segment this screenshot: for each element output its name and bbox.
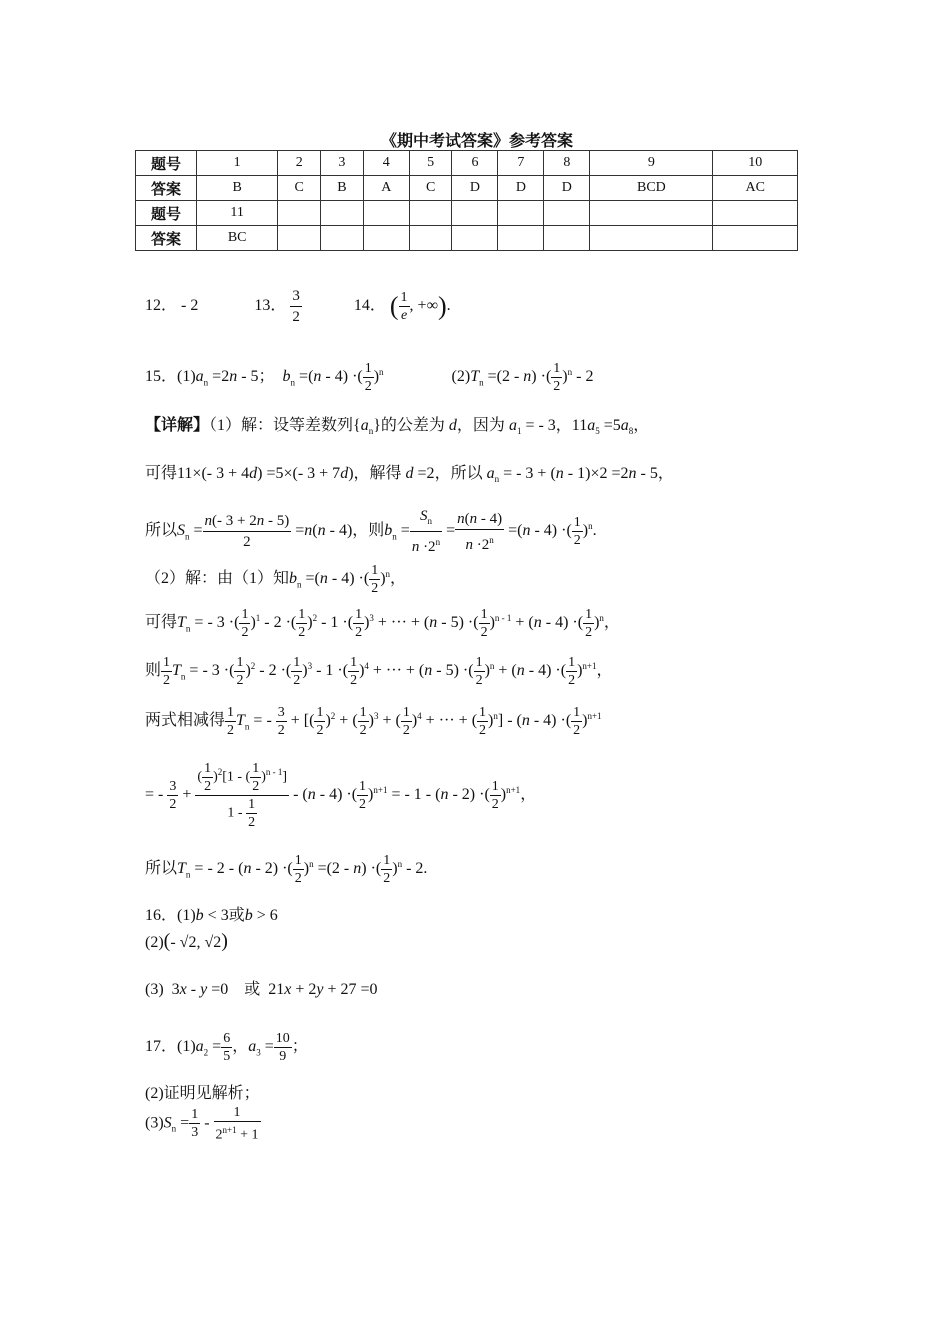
table-cell: C [278,176,321,201]
table-cell: 2 [278,151,321,176]
table-cell: 7 [498,151,544,176]
table-cell: D [544,176,590,201]
table-cell: 10 [713,151,798,176]
table-cell [498,201,544,226]
answer-15: 15．$(1)a_n =2n - 5$； $b_n =(n - 4)$ ·( $\frac{1}{2}$ )$^n$ $(2)T_n =(2 - n)$ ·( $\frac{1}{2}$ )$^n$ - 2 [145,361,594,394]
row-header: 题号 [136,201,197,226]
table-row [136,176,798,201]
table-cell: BC [197,226,278,251]
table-cell [409,226,452,251]
answer-16-1: 16．(1)b < 3或b > 6 [145,907,278,924]
table-cell: B [197,176,278,201]
table-cell: B [321,176,364,201]
detail-line-9: 所以$T_n$ = - 2 - (n - 2) ·( $\frac{1}{2}$ )$^n$ =(2 - n) ·( $\frac{1}{2}$ )$^n$ - 2. [145,853,428,886]
table-cell: D [498,176,544,201]
q12-answer: - 2 [181,297,199,315]
table-cell: AC [713,176,798,201]
q14-interval: ( [389,291,399,321]
answer-12-14: 12． - 2 13． $\frac{3}{2}$ 14． ( $\frac{1}{e}$ , +∞). [145,288,451,325]
answer-17-2: (2)证明见解析； [145,1085,260,1102]
detail-line-8: = - $\frac{3}{2}$ + ( $\frac{1}{2}$ )$^2$[1 - ( $\frac{1}{2}$ )$^{n - 1}$] 1 - $\frac{1}{2}$ - (n - 4) ·( $\frac{1}{2}$ )$^{n+1}$ = - 1 - (n - 2) ·( $\frac{1}{2}$ )$^{n+1}$， [145,761,537,830]
row-header: 答案 [136,226,197,251]
table-cell [498,226,544,251]
table-row [136,226,798,251]
table-cell: 8 [544,151,590,176]
table-row [136,201,798,226]
table-row [136,151,798,176]
table-cell [590,201,713,226]
table-cell [452,226,498,251]
table-cell [278,226,321,251]
detail-line-2: 可得11×(- 3 + 4d) =5×(- 3 + 7d)，解得 d =2，所以 $a_n$ = - 3 + (n - 1)×2 =2n - 5， [145,465,674,485]
q13-fraction: $\frac{3}{2}$ [292,288,300,325]
table-cell [713,226,798,251]
detail-line-5: 可得$T_n$ = - 3 ·( $\frac{1}{2}$ )$^1$ - 2 ·( $\frac{1}{2}$ )$^2$ - 1 ·( $\frac{1}{2}$ )$^3$ + ··· + (n - 5) ·( $\frac{1}{2}$ )$^{n - 1}$ + (n - 4) ·( $\frac{1}{2}$ )$^n$， [145,607,620,640]
table-cell: 9 [590,151,713,176]
table-cell [590,226,713,251]
answer-16-2: (2)(- √2, √2) [145,930,228,952]
answer-17-3: $(3)S_n$ = $\frac{1}{3}$ - $\frac{1}{2^{n+1} + 1}$ [145,1105,259,1143]
table-cell: 5 [409,151,452,176]
detail-line-7: 两式相减得 $\frac{1}{2}$ $T_n$ = - $\frac{3}{2}$ + [( $\frac{1}{2}$ )$^2$ + ( $\frac{1}{2}$ )$^3$ + ( $\frac{1}{2}$ )$^4$ + ··· + ( $\frac{1}{2}$ )$^n$] - (n - 4) ·( $\frac{1}{2}$ )$^{n+1}$ [145,705,602,738]
table-cell: 11 [197,201,278,226]
table-cell [278,201,321,226]
table-cell [452,201,498,226]
detail-line-1: 【详解】（1）解：设等差数列$\{a_n\}$的公差为 d，因为 $a_1$ = - 3，$11a_5 =5a_8$， [145,417,650,437]
row-header: 题号 [136,151,197,176]
row-header: 答案 [136,176,197,201]
q14-label: 14． [353,297,386,315]
table-cell [321,226,364,251]
page-title: 《期中考试答案》参考答案 [381,133,574,150]
table-cell [363,201,409,226]
table-cell: 3 [321,151,364,176]
table-cell [713,201,798,226]
answer-table [135,150,798,251]
table-cell: A [363,176,409,201]
table-cell [544,201,590,226]
table-cell: BCD [590,176,713,201]
table-cell [409,201,452,226]
detail-line-4: （2）解：由（1）知$b_n =(n - 4)$ ·( $\frac{1}{2}$ )$^n$， [145,563,407,596]
table-cell: 1 [197,151,278,176]
table-cell: 4 [363,151,409,176]
detail-line-3: 所以$S_n$ = $\frac{n(- 3 + 2n - 5)}{2}$ =n(n - 4)，则$b_n$ = $\frac{S_n}{n \cdot 2^n}$ = $\frac{n(n - 4)}{n \cdot 2^n}$ =(n - 4) ·( $\frac{1}{2}$ )$^n$. [145,508,597,555]
table-cell: D [452,176,498,201]
detail-line-6: 则 $\frac{1}{2}$ $T_n$ = - 3 ·( $\frac{1}{2}$ )$^2$ - 2 ·( $\frac{1}{2}$ )$^3$ - 1 ·( $\frac{1}{2}$ )$^4$ + ··· + (n - 5) ·( $\frac{1}{2}$ )$^n$ + (n - 4) ·( $\frac{1}{2}$ )$^{n+1}$， [145,655,613,688]
table-cell [363,226,409,251]
q13-label: 13． [254,297,287,315]
table-cell [544,226,590,251]
answer-17-1: 17．$(1)a_2$ = $\frac{6}{5}$ ，$a_3$ = $\frac{10}{9}$ ； [145,1031,308,1064]
table-cell: 6 [452,151,498,176]
answer-16-3: (3) 3x - y =0 或 21x + 2y + 27 =0 [145,981,378,998]
table-cell: C [409,176,452,201]
table-cell [321,201,364,226]
q12-label: 12． [145,297,178,315]
